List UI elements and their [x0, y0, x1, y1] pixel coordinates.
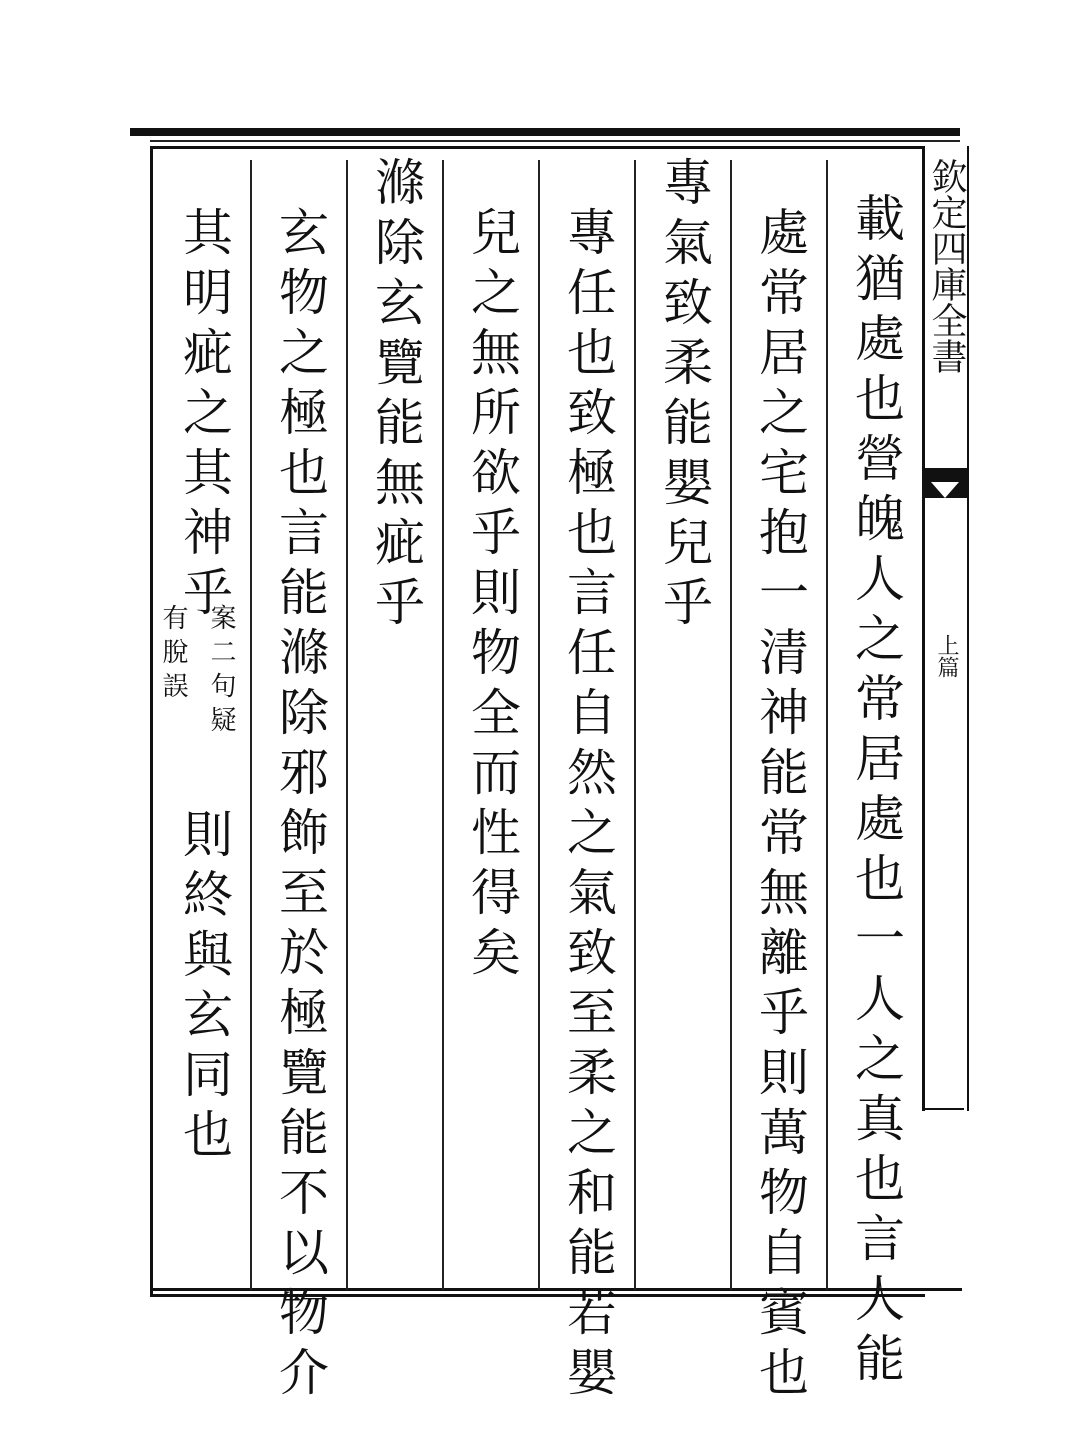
- column-rule: [826, 160, 828, 1290]
- running-head-bottom-rule: [922, 1108, 964, 1110]
- text-column-8-top: 其明疵之其神乎: [175, 206, 233, 626]
- column-rule: [538, 160, 540, 1290]
- column-rule: [250, 160, 252, 1290]
- section-label: 上篇: [934, 634, 959, 678]
- text-column-4: 專任也致極也言任自然之氣致至柔之和能若嬰: [559, 206, 617, 1406]
- column-rule: [634, 160, 636, 1290]
- top-border-thin: [150, 140, 960, 142]
- text-column-5: 兒之無所欲乎則物全而性得矣: [463, 206, 521, 986]
- top-border-thick: [130, 128, 960, 136]
- column-rule: [346, 160, 348, 1290]
- fishtail-mark-icon: [923, 468, 967, 498]
- text-column-8-bottom: 則終與玄同也: [175, 808, 233, 1168]
- text-column-2: 處常居之宅抱一清神能常無離乎則萬物自賓也: [751, 206, 809, 1406]
- annotation-right: 案二句疑: [206, 604, 236, 740]
- book-title: 欽定四庫全書: [926, 158, 967, 374]
- annotation-left: 有脫誤: [158, 604, 188, 706]
- text-column-7: 玄物之極也言能滌除邪飾至於極覽能不以物介: [271, 206, 329, 1406]
- column-rule: [730, 160, 732, 1290]
- text-column-1: 載猶處也營魄人之常居處也一人之真也言人能: [847, 192, 905, 1392]
- column-rule: [442, 160, 444, 1290]
- text-column-6: 滌除玄覽能無疵乎: [367, 156, 425, 636]
- text-column-3: 專氣致柔能嬰兒乎: [655, 156, 713, 636]
- running-head: [922, 146, 969, 1111]
